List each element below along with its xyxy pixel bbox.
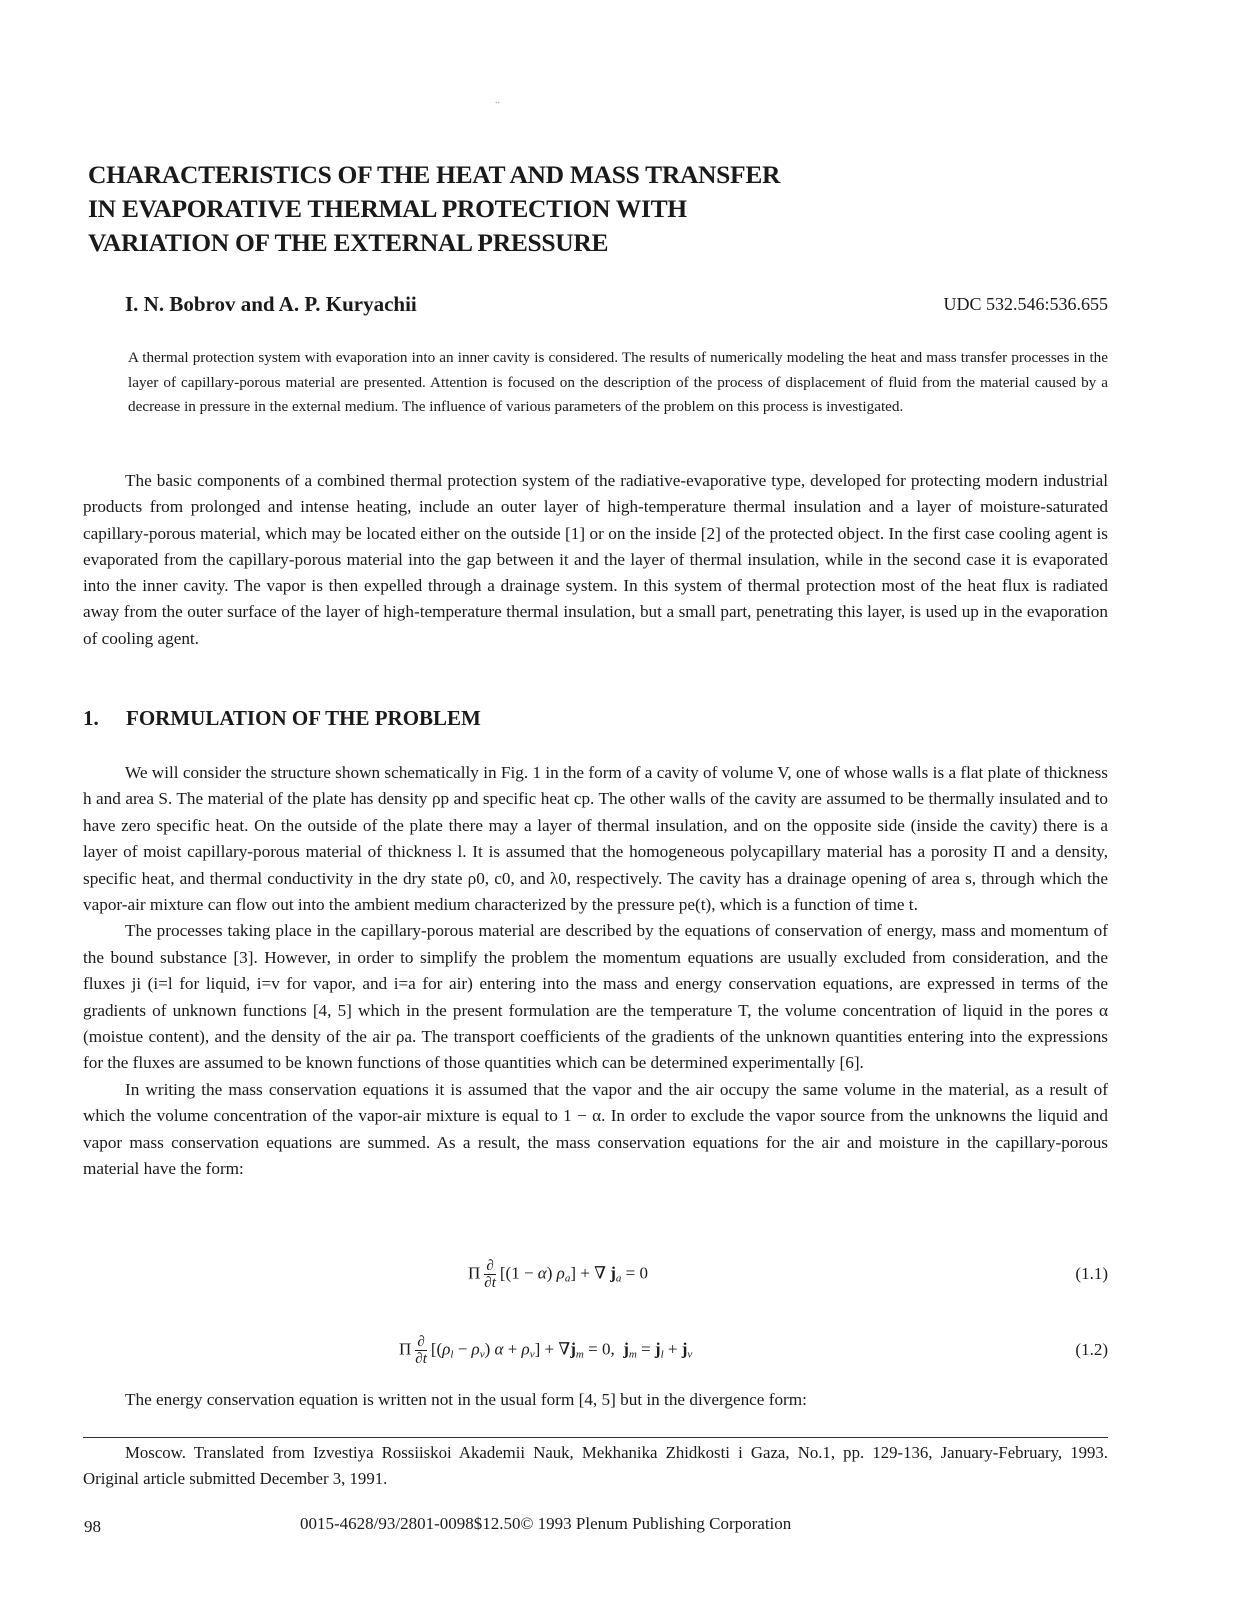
equation-1-2-expression: Π $\frac{\partial}{\partial t}$ $[(\rho_l - \rho_v) \alpha + \rho_v] + \nabla j_m = 0$, $j_m = j_l + j_v$ (399, 1334, 693, 1367)
abstract: A thermal protection system with evaporation into an inner cavity is considered. The results of numerically modeling the heat and mass transfer processes in the layer of capillary-porous material are presented. Attention is focused on the description of the process of displacement of fluid from the material caused by a decrease in pressure in the external medium. The influence of various parameters of the problem on this process is investigated. (128, 349, 1108, 415)
paragraph-2: The processes taking place in the capillary-porous material are described by the equations of conservation of energy, mass and momentum of the bound substance [3]. However, in order to simplify the problem the momentum equations are usually excluded from consideration, and the fluxes ji (i=l for liquid, i=v for vapor, and i=a for air) entering into the mass and energy conservation equations, are expressed in terms of the gradients of unknown functions [4, 5] which in the present formulation are the temperature T, the volume concentration of liquid in the pores α (moistue content), and the density of the air ρa. The transport coefficients of the gradients of the unknown quantities entering into the expressions for the fluxes are assumed to be known functions of those quantities which can be determined experimentally [6]. (83, 921, 1108, 1073)
paper-title (88, 158, 948, 260)
udc-code: UDC 532.546:536.655 (943, 294, 1108, 314)
paragraph-3: In writing the mass conservation equations it is assumed that the vapor and the air occupy the same volume in the material, as a result of which the volume concentration of the vapor-air mixture is equal to 1 − α. In order to exclude the vapor source from the unknowns the liquid and vapor mass conservation equations are summed. As a result, the mass conservation equations for the air and moisture in the capillary-porous material have the form: (83, 1079, 1108, 1179)
equation-1-2 (83, 1334, 1108, 1374)
title-line-2: IN EVAPORATIVE THERMAL PROTECTION WITH (88, 194, 687, 223)
copyright-line: 0015-4628/93/2801-0098$12.50© 1993 Plenum Publishing Corporation (300, 1514, 792, 1533)
intro-paragraph: The basic components of a combined thermal protection system of the radiative-evaporative type, developed for protecting modern industrial products from prolonged and intense heating, include an outer layer of high-temperature thermal insulation and a layer of moisture-saturated capillary-porous material, which may be located either on the outside [1] or on the inside [2] of the protected object. In the first case cooling agent is evaporated from the capillary-porous material into the gap between it and the layer of thermal insulation, while in the second case it is evaporated into the inner cavity. The vapor is then expelled through a drainage system. In this system of thermal protection most of the heat flux is radiated away from the outer surface of the layer of high-temperature thermal insulation, but a small part, penetrating this layer, is used up in the evaporation of cooling agent. (83, 471, 1108, 648)
equation-1-2-number: (1.2) (1075, 1340, 1108, 1359)
section-body (83, 760, 1108, 1183)
section-heading (83, 706, 481, 731)
section-number: 1. (83, 706, 99, 730)
footnote-divider (83, 1437, 1108, 1438)
section-title: FORMULATION OF THE PROBLEM (126, 706, 481, 730)
energy-equation-intro: The energy conservation equation is written not in the usual form [4, 5] but in the divergence form: (125, 1390, 807, 1409)
equation-1-1-expression: Π $\frac{\partial}{\partial t}$ [(1 − α) $\rho_a$] + ∇ $j_a = 0$ (468, 1258, 648, 1291)
scan-mark: .. (495, 95, 500, 106)
page-number: 98 (84, 1517, 101, 1536)
equation-1-1 (83, 1258, 1108, 1298)
paragraph-1: We will consider the structure shown schematically in Fig. 1 in the form of a cavity of volume V, one of whose walls is a flat plate of thickness h and area S. The material of the plate has density ρp and specific heat cp. The other walls of the cavity are assumed to be thermally insulated and to have zero specific heat. On the outside of the plate there may a layer of thermal insulation, and on the opposite side (inside the cavity) there is a layer of moist capillary-porous material of thickness l. It is assumed that the homogeneous polycapillary material has a porosity Π and a density, specific heat, and thermal conductivity in the dry state ρ0, c0, and λ0, respectively. The cavity has a drainage opening of area s, through which the vapor-air mixture can flow out into the ambient medium characterized by the pressure pe(t), which is a function of time t. (83, 763, 1108, 915)
footnote: Moscow. Translated from Izvestiya Rossiiskoi Akademii Nauk, Mekhanika Zhidkosti i Gaza, No.1, pp. 129-136, January-February, 1993. Original article submitted December 3, 1991. (83, 1443, 1108, 1488)
introduction (83, 468, 1108, 652)
authors: I. N. Bobrov and A. P. Kuryachii (125, 292, 417, 316)
title-line-3: VARIATION OF THE EXTERNAL PRESSURE (88, 228, 609, 257)
equation-1-1-number: (1.1) (1075, 1264, 1108, 1283)
title-line-1: CHARACTERISTICS OF THE HEAT AND MASS TRANSFER (88, 160, 781, 189)
